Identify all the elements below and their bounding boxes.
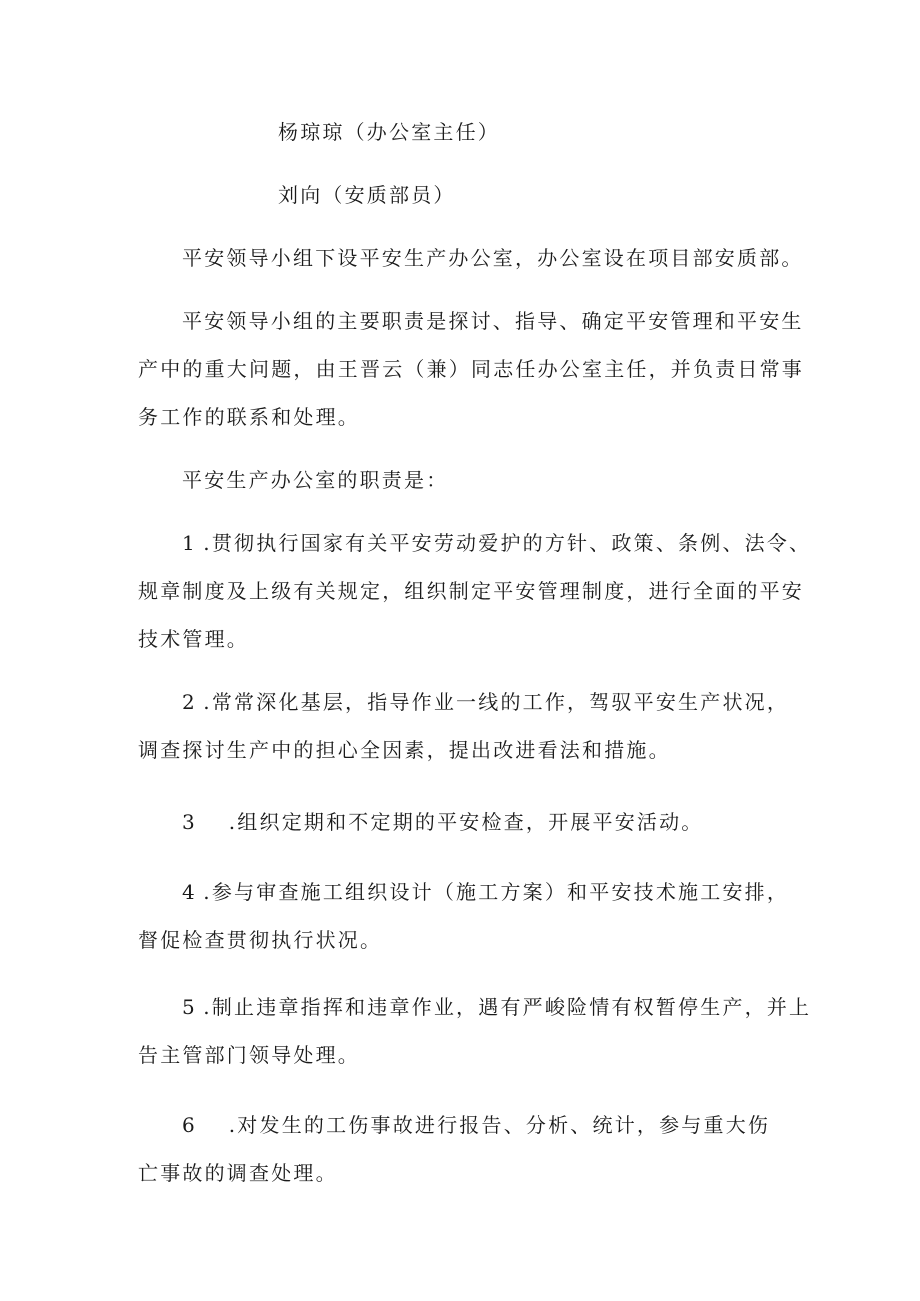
list-item-4-line-1: 4 .参与审查施工组织设计（施工方案）和平安技术施工安排，: [182, 880, 790, 904]
member-line-1: 杨琼琼（办公室主任）: [278, 120, 500, 144]
office-duties-title: 平安生产办公室的职责是：: [182, 468, 449, 492]
list-item-number: 1: [182, 531, 195, 555]
list-item-1-line-2: 规章制度及上级有关规定，组织制定平安管理制度，进行全面的平安: [138, 579, 804, 603]
list-item-6-line-1: 6 .对发生的工伤事故进行报告、分析、统计，参与重大伤: [182, 1113, 771, 1137]
list-item-6-line-2: 亡事故的调查处理。: [138, 1161, 338, 1185]
list-item-5-line-1: 5 .制止违章指挥和违章作业，遇有严峻险情有权暂停生产，并上: [182, 995, 812, 1019]
list-item-number: 5: [182, 995, 195, 1019]
list-item-4-line-2: 督促检查贯彻执行状况。: [138, 928, 383, 952]
member-line-2: 刘向（安质部员）: [278, 183, 456, 207]
list-item-number: 4: [182, 880, 195, 904]
list-item-5-line-2: 告主管部门领导处理。: [138, 1043, 360, 1067]
list-item-3-line-1: 3 .组织定期和不定期的平安检查，开展平安活动。: [182, 810, 704, 834]
list-item-2-line-2: 调查探讨生产中的担心全因素，提出改进看法和措施。: [138, 738, 671, 762]
paragraph-duties-line-3: 务工作的联系和处理。: [138, 405, 360, 429]
list-item-number: 6: [182, 1113, 195, 1137]
list-item-1-line-3: 技术管理。: [138, 627, 249, 651]
paragraph-duties-line-1: 平安领导小组的主要职责是探讨、指导、确定平安管理和平安生: [182, 309, 804, 333]
paragraph-duties-line-2: 产中的重大问题，由王晋云（兼）同志任办公室主任，并负责日常事: [138, 357, 804, 381]
list-item-1-line-1: 1 .贯彻执行国家有关平安劳动爱护的方针、政策、条例、法令、: [182, 531, 812, 555]
list-item-2-line-1: 2 .常常深化基层，指导作业一线的工作，驾驭平安生产状况，: [182, 690, 790, 714]
paragraph-office-setup: 平安领导小组下设平安生产办公室，办公室设在项目部安质部。: [182, 246, 804, 270]
list-item-number: 3: [182, 810, 195, 834]
list-item-number: 2: [182, 690, 195, 714]
